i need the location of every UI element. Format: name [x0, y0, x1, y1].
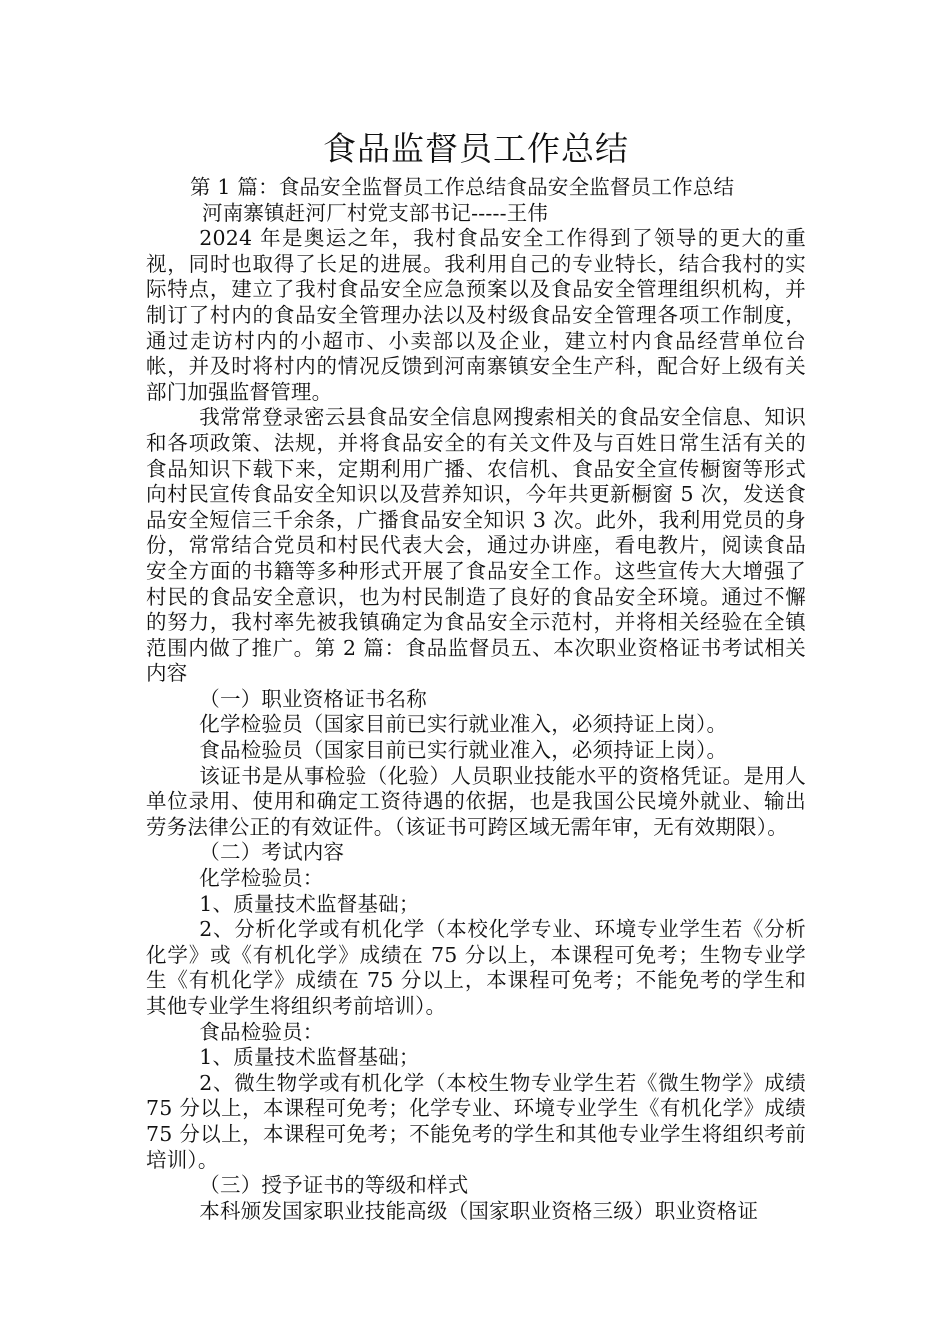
- paragraph-9: 食品检验员：: [199, 1019, 324, 1044]
- paragraph-8: 2、分析化学或有机化学（本校化学专业、环境专业学生若《分析化学》或《有机化学》成绩在 75 分以上，本课程可免考；生物专业学生《有机化学》成绩在 75 分以上，本课程可免考；不能免考的学生和其他专业学生将组织考前培训）。: [146, 917, 806, 1018]
- paragraph-1: 2024 年是奥运之年，我村食品安全工作得到了领导的更大的重视，同时也取得了长足的进展。我利用自己的专业特长，结合我村的实际特点，建立了我村食品安全应急预案以及食品安全管理组织机构，并制订了村内的食品安全管理办法以及村级食品安全管理各项工作制度，通过走访村内的小超市、小卖部以及企业，建立村内食品经营单位台帐，并及时将村内的情况反馈到河南寨镇安全生产科，配合好上级有关部门加强监督管理。: [146, 226, 806, 404]
- subheading-1: （一）职业资格证书名称: [199, 686, 427, 711]
- paragraph-12: 本科颁发国家职业技能高级（国家职业资格三级）职业资格证: [199, 1198, 759, 1223]
- paragraph-7: 1、质量技术监督基础；: [199, 891, 420, 916]
- section-heading-1: 第 1 篇：食品安全监督员工作总结食品安全监督员工作总结: [190, 175, 735, 199]
- paragraph-3: 化学检验员（国家目前已实行就业准入，必须持证上岗）。: [199, 712, 728, 737]
- subheading-3: （三）授予证书的等级和样式: [199, 1173, 469, 1198]
- paragraph-10: 1、质量技术监督基础；: [199, 1045, 420, 1070]
- paragraph-2: 我常常登录密云县食品安全信息网搜索相关的食品安全信息、知识和各项政策、法规，并将食品安全的有关文件及与百姓日常生活有关的食品知识下载下来，定期利用广播、农信机、食品安全宣传橱窗等形式向村民宣传食品安全知识以及营养知识，今年共更新橱窗 5 次，发送食品安全短信三千余条，广播食品安全知识 3 次。此外，我利用党员的身份，常常结合党员和村民代表大会，通过办讲座，看电教片，阅读食品安全方面的书籍等多种形式开展了食品安全工作。这些宣传大大增强了村民的食品安全意识，也为村民制造了良好的食品安全环境。通过不懈的努力，我村率先被我镇确定为食品安全示范村，并将相关经验在全镇范围内做了推广。第 2 篇：食品监督员五、本次职业资格证书考试相关内容: [146, 405, 806, 686]
- paragraph-5: 该证书是从事检验（化验）人员职业技能水平的资格凭证。是用人单位录用、使用和确定工资待遇的依据，也是我国公民境外就业、输出劳务法律公正的有效证件。（该证书可跨区域无需年审，无有效期限）。: [146, 763, 806, 839]
- document-body: [146, 126, 806, 1224]
- document-title: 食品监督员工作总结: [323, 129, 629, 168]
- paragraph-6: 化学检验员：: [199, 866, 324, 891]
- author-line: 河南寨镇赶河厂村党支部书记-----王伟: [202, 200, 549, 225]
- paragraph-11: 2、微生物学或有机化学（本校生物专业学生若《微生物学》成绩 75 分以上，本课程可免考；化学专业、环境专业学生《有机化学》成绩 75 分以上，本课程可免考；不能免考的学生和其他专业学生将组织考前培训）。: [146, 1070, 806, 1172]
- subheading-2: （二）考试内容: [199, 840, 345, 865]
- paragraph-4: 食品检验员（国家目前已实行就业准入，必须持证上岗）。: [199, 738, 728, 763]
